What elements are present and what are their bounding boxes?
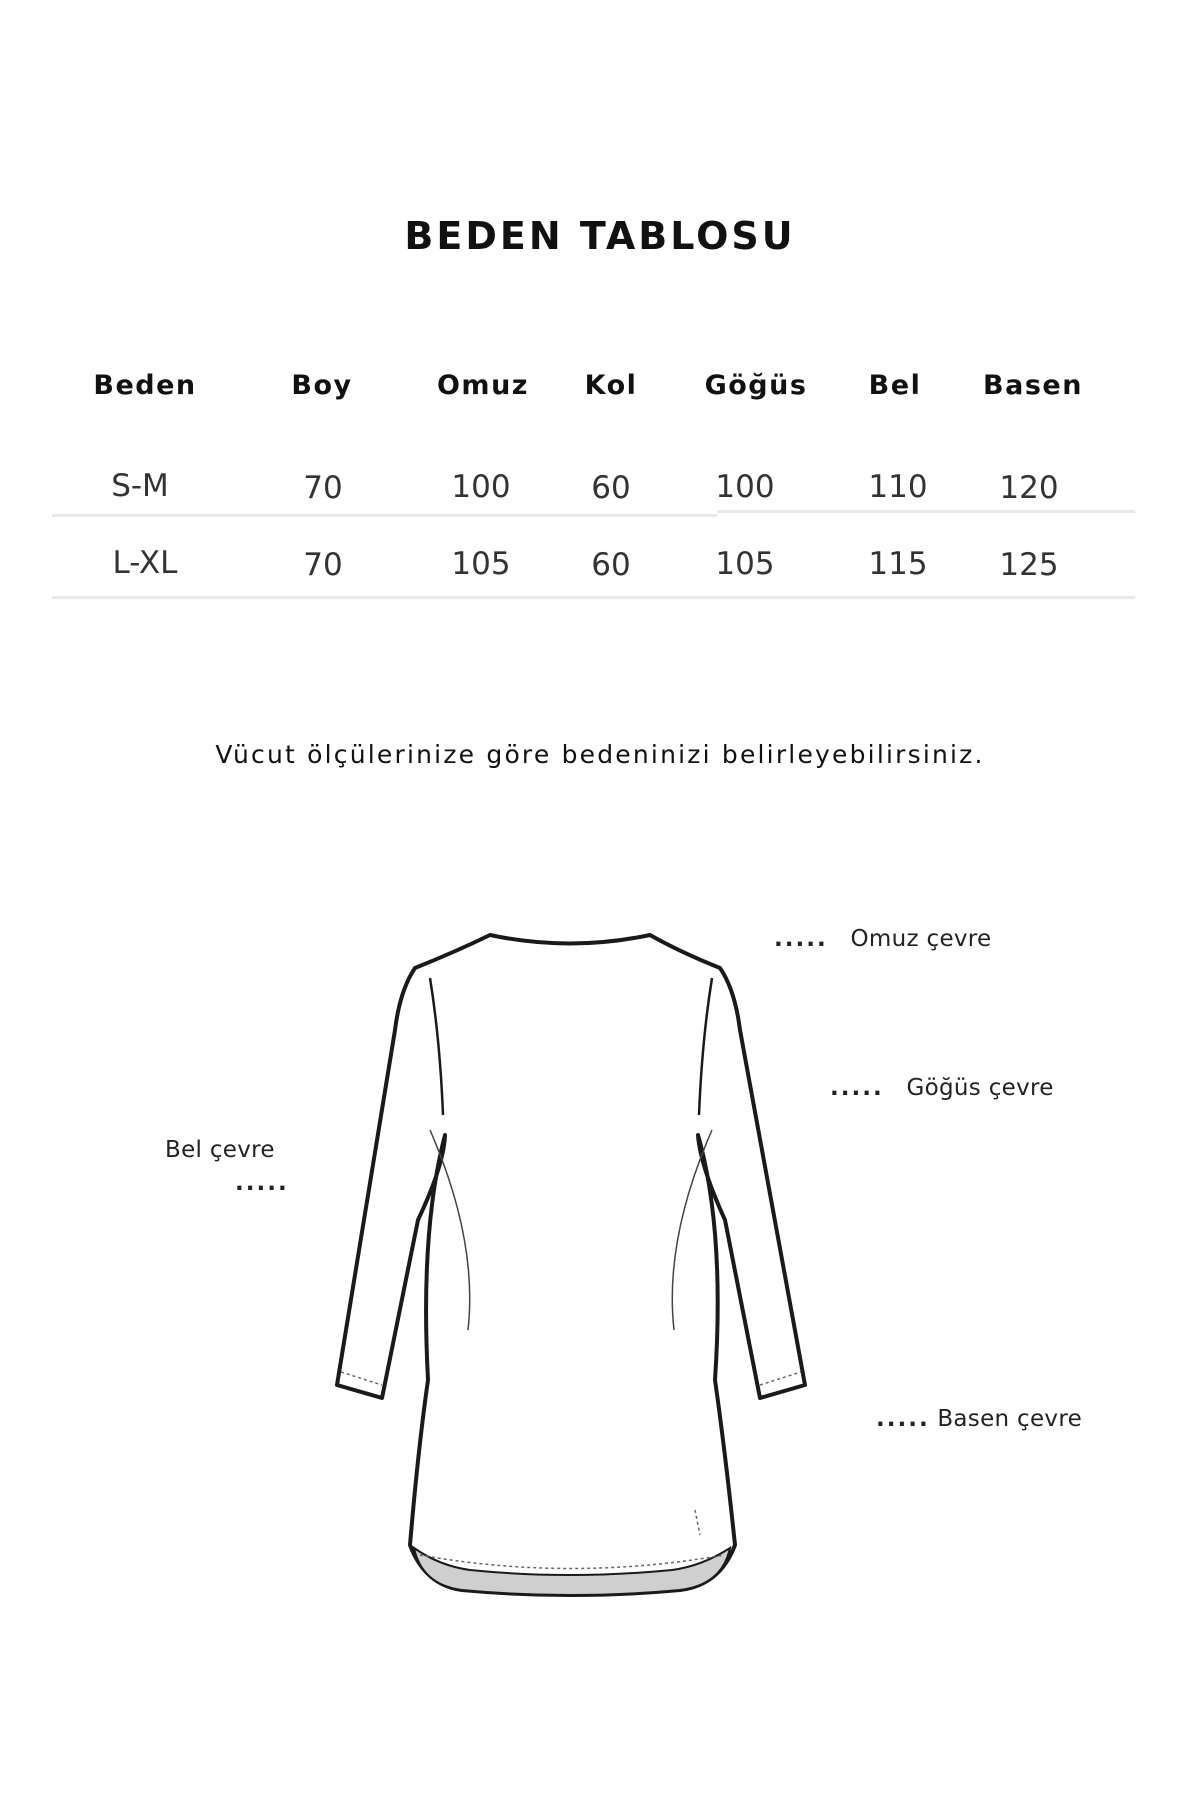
leader-dots: ..... [830,1075,884,1101]
header-beden: Beden [93,370,197,401]
cell-boy: 70 [303,547,343,583]
cell-gogus: 100 [715,469,775,505]
basen-text: Basen çevre [937,1406,1083,1432]
cell-kol: 60 [591,470,631,506]
tunic-body [337,935,805,1595]
omuz-text: Omuz çevre [850,926,992,952]
header-kol: Kol [584,370,638,401]
label-gogus [830,1075,1054,1101]
cell-beden: S-M [111,468,169,504]
cell-bel: 115 [868,546,928,582]
cell-basen: 125 [999,547,1059,583]
label-omuz [774,926,992,952]
cell-kol: 60 [591,547,631,583]
label-basen [876,1406,1082,1432]
cell-beden: L-XL [112,545,178,581]
cell-bel: 110 [868,469,928,505]
bel-text: Bel çevre [165,1137,275,1163]
header-gogus: Göğüs [704,370,808,401]
page-title: BEDEN TABLOSU [404,214,796,258]
leader-dots: ..... [876,1406,930,1432]
cell-omuz: 105 [451,546,511,582]
leader-dots: ..... [235,1170,289,1196]
cell-boy: 70 [303,470,343,506]
header-boy: Boy [291,370,353,401]
header-basen: Basen [983,370,1083,401]
gogus-text: Göğüs çevre [906,1075,1054,1101]
cell-omuz: 100 [451,469,511,505]
cell-gogus: 105 [715,546,775,582]
header-omuz: Omuz [436,370,530,401]
label-bel [165,1137,275,1163]
header-bel: Bel [868,370,922,401]
leader-dots: ..... [774,926,828,952]
cell-basen: 120 [999,470,1059,506]
instruction-text: Vücut ölçülerinize göre bedeninizi belirleyebilirsiniz. [215,740,985,769]
